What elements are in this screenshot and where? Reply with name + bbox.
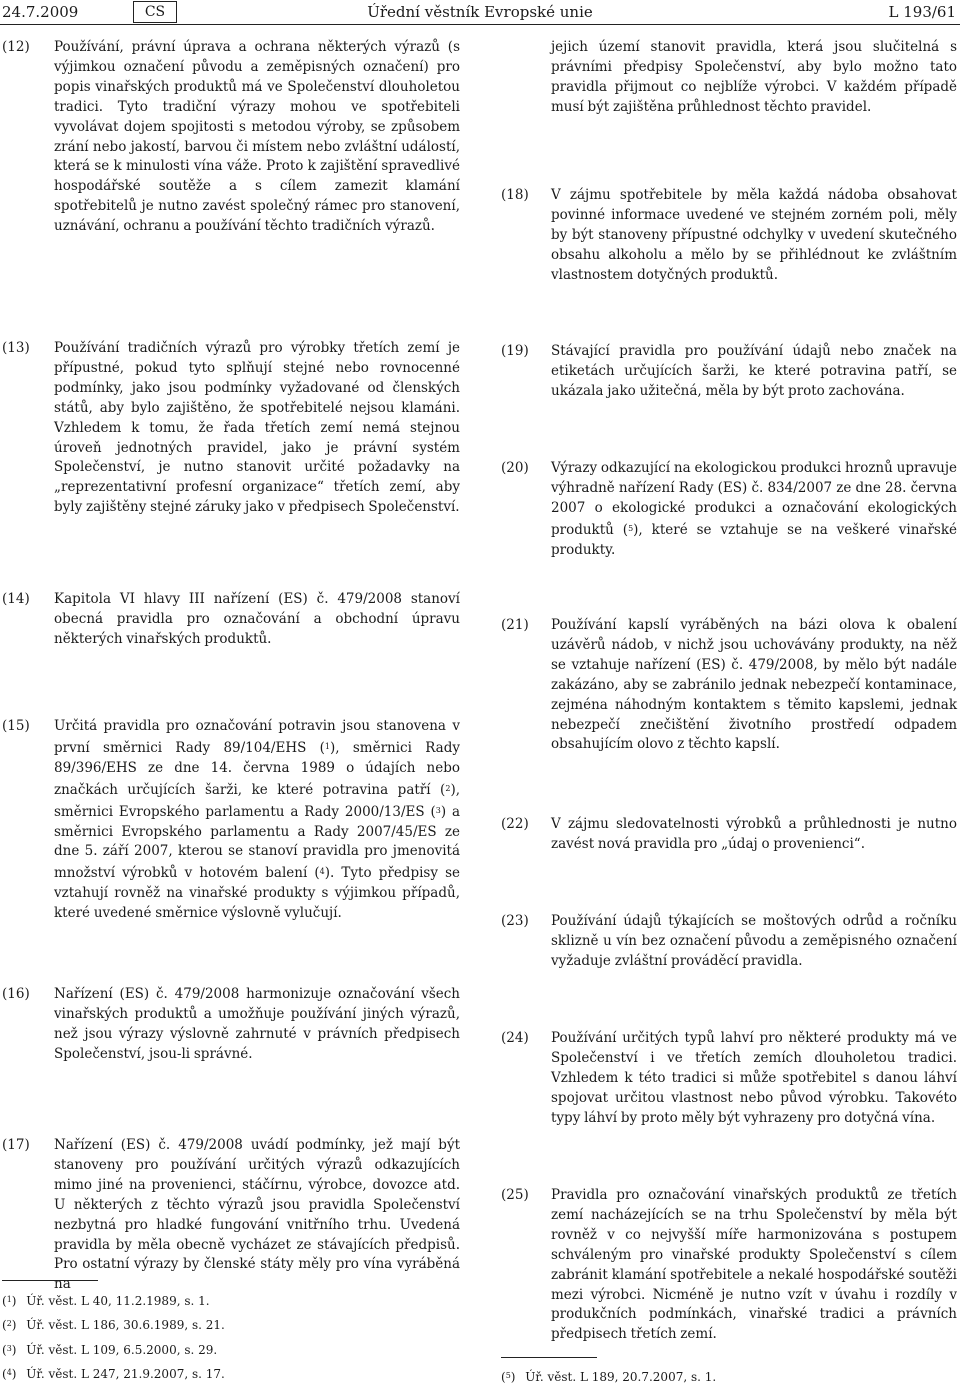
footnote-ref-4[interactable]: 4: [319, 867, 325, 877]
recital-text: V zájmu spotřebitele by měla každá nádoba obsahovat povinné informace uvedené ve stejném zorném poli, měly by být stanoveny přípustné odchylky v uvedení skutečného obsahu alkoholu a mělo by se přihlédnout ke zvláštním vlastnostem dotyčných produktů.: [551, 187, 957, 283]
footnote-mark: 3: [6, 1344, 12, 1353]
footnote-paren: ): [11, 1367, 17, 1381]
recital-number: (19): [501, 343, 529, 359]
recital-number: (16): [2, 986, 30, 1002]
footnote-ref-3[interactable]: 3: [435, 805, 441, 815]
footnote-text: Úř. věst. L 186, 30.6.1989, s. 21.: [26, 1318, 225, 1332]
recital-text: Nařízení (ES) č. 479/2008 uvádí podmínky, jež mají být stanoveny pro používání určitých výrazů odkazujících mimo jiné na provenienci, stáčírnu, výrobce, dovozce atd. U některých z těchto výrazů jsou pravidla Společenství nezbytná pro hladké fungování vnitřního trhu. Uvedená pravidla by měla obecně vycházet ze stávajících předpisů. Pro ostatní výrazy by členské státy měly pro vína vyráběná na: [54, 1137, 460, 1293]
recital-text: Kapitola VI hlavy III nařízení (ES) č. 479/2008 stanoví obecná pravidla pro označování a obchodní úpravu některých vinařských produktů.: [54, 591, 460, 647]
footnote-text: Úř. věst. L 189, 20.7.2007, s. 1.: [525, 1370, 717, 1384]
footnote-paren: ): [510, 1370, 516, 1384]
recital-number: (23): [501, 913, 529, 929]
footnote-mark: 2: [6, 1319, 12, 1328]
recital-text: Stávající pravidla pro používání údajů nebo značek na etiketách určujících šarži, ke které potravina patří, se ukázala jako užitečná, měla by být proto zachována.: [551, 343, 957, 399]
recital-number: (25): [501, 1187, 529, 1203]
footnote-paren: (: [2, 1367, 7, 1381]
recital-text-part: Určitá pravidla pro označování potravin jsou stanovena v první směrnici Rady 89/104/EHS (: [54, 718, 460, 756]
recital-number: (22): [501, 816, 529, 832]
recital-number: (24): [501, 1030, 529, 1046]
footnote-separator: [501, 1357, 597, 1358]
footnote-ref-1[interactable]: 1: [324, 741, 331, 751]
footnote-paren: ): [11, 1294, 17, 1308]
footnote-3: [2, 1340, 217, 1359]
footnote-2: [2, 1315, 225, 1334]
recital-number: (18): [501, 187, 529, 203]
recital-text: Nařízení (ES) č. 479/2008 harmonizuje označování všech vinařských produktů a umožňuje používání jiných výrazů, než jsou výrazy výslovně zahrnuté v právních předpisech Společenství, jsou-li správné.: [54, 986, 460, 1062]
footnote-5: [501, 1367, 716, 1386]
footnote-paren: (: [2, 1318, 7, 1332]
footnote-text: Úř. věst. L 247, 21.9.2007, s. 17.: [26, 1367, 225, 1381]
footnote-mark: 1: [6, 1295, 12, 1304]
recital-text-part: ) a směrnici Evropského parlamentu a Rady 2007/45/ES ze dne 5. září 2007, kterou se stanoví pravidla pro jmenovitá množství výrobků v hotovém balení (: [54, 803, 461, 882]
footnote-paren: ): [11, 1318, 17, 1332]
footnote-1: [2, 1291, 210, 1310]
recital-text-part: ). Tyto předpisy se vztahují rovněž na vinařské produkty s výjimkou případů, které uvedené směrnice výslovně vylučují.: [54, 865, 460, 922]
recital-text-part: Výrazy odkazující na ekologickou produkci hroznů upravuje výhradně nařízení Rady (ES) č. 834/2007 ze dne 28. června 2007 o ekologické produkci a označování ekologických produktů (: [551, 460, 957, 538]
recital-text: Používání údajů týkajících se moštových odrůd a ročníku sklizně u vín bez označení původu a zeměpisného označení vyžaduje zvláštní prováděcí pravidla.: [551, 913, 957, 969]
page-header: [0, 0, 960, 26]
footnote-4: [2, 1364, 225, 1383]
footnote-text: Úř. věst. L 40, 11.2.1989, s. 1.: [26, 1294, 210, 1308]
recital-number: (12): [2, 39, 30, 55]
publication-date: 24.7.2009: [2, 3, 79, 21]
recital-number: (15): [2, 718, 30, 734]
recital-number: (21): [501, 617, 529, 633]
recital-number: (20): [501, 460, 529, 476]
recital-text-part: ), směrnici Evropského parlamentu a Rady 2000/13/ES (: [54, 781, 460, 820]
page-reference: L 193/61: [888, 3, 956, 21]
footnote-ref-5[interactable]: 5: [628, 523, 634, 533]
recital-text: Pravidla pro označování vinařských produktů ze třetích zemí nacházejících se na trhu Společenství by měla být rovněž v co nejvyšší míře harmonizována s postupem schváleným pro vinařské produkty Společenství s cílem zabránit klamání spotřebitele a nekalé hospodářské soutěži mezi výrobci. Nicméně je nutno vzít v úvahu i rozdíly v produkčních podmínkách, vinařské tradici a právních předpisech třetích zemí.: [551, 1187, 957, 1343]
footnote-paren: ): [11, 1343, 17, 1357]
footnote-ref-2[interactable]: 2: [445, 783, 451, 793]
footnote-mark: 4: [6, 1368, 12, 1377]
recital-text: [551, 459, 957, 561]
recital-text: Používání tradičních výrazů pro výrobky třetích zemí je přípustné, pokud tyto splňují stejné nebo rovnocenné podmínky, jako jsou podmínky vyžadované od členských států, aby bylo zajištěno, že spotřebitelé nejsou klamáni. Vzhledem k tomu, že řada třetích zemí nemá stejnou úroveň jednotných pravidel, jako je právní systém Společenství, je nutno stanovit určité požadavky na „reprezentativní profesní organizace“ třetích zemí, aby byly zajištěny stejné záruky jako v předpisech Společenství.: [54, 340, 460, 516]
recital-text-part: ), které se vztahuje se na veškeré vinařské produkty.: [551, 521, 957, 558]
footnote-paren: (: [501, 1370, 506, 1384]
recital-number: (14): [2, 591, 30, 607]
language-code-box: CS: [133, 1, 177, 23]
recital-text-part: ), směrnici Rady 89/396/EHS ze dne 14. června 1989 o údajích nebo značkách určujících šarži, ke které potravina patří (: [54, 739, 460, 798]
footnote-separator: [2, 1280, 98, 1281]
footnote-paren: (: [2, 1343, 7, 1357]
recital-number: (13): [2, 340, 30, 356]
recital-text: [54, 717, 460, 924]
recital-text: Používání určitých typů lahví pro některé produkty má ve Společenství i ve třetích zemích dlouholetou tradici. Vzhledem k této tradici si může spotřebitel s danou láhví spojovat určitou vlastnost nebo původ výrobku. Takovéto typy láhví by proto měly být vyhrazeny pro dotyčná vína.: [551, 1030, 957, 1126]
journal-title: Úřední věstník Evropské unie: [367, 3, 593, 21]
recital-number: (17): [2, 1137, 30, 1153]
footnote-mark: 5: [505, 1371, 511, 1380]
header-rule: [0, 24, 960, 25]
recital-text: Používání, právní úprava a ochrana některých výrazů (s výjimkou označení původu a zeměpisných označení) pro popis vinařských produktů má ve Společenství dlouholetou tradici. Tyto tradiční výrazy mohou ve spotřebiteli vyvolávat dojem spojitosti s metodou výroby, se způsobem zrání nebo jakostí, barvou či místem nebo zvláštní událostí, která se k minulosti vína váže. Proto k zajištění spravedlivé hospodářské soutěže a s cílem zamezit klamání spotřebitelů je nutno zavést společný rámec pro stanovení, uznávání, ochranu a používání těchto tradičních výrazů.: [54, 39, 460, 235]
footnote-text: Úř. věst. L 109, 6.5.2000, s. 29.: [26, 1343, 218, 1357]
recital-text: jejich území stanovit pravidla, která jsou slučitelná s právními předpisy Společenství, aby bylo možno tato pravidla přijmout co nejblíže výrobci. V každém případě musí být zajištěna průhlednost těchto pravidel.: [551, 39, 957, 115]
recital-text: Používání kapslí vyráběných na bázi olova k obalení uzávěrů nádob, v nichž jsou uchovávány produkty, na něž se vztahuje nařízení (ES) č. 479/2008, by mělo být nadále zakázáno, aby se zabránilo jednak nebezpečí kontaminace, zejména náhodným kontaktem s těmito kapslemi, jednak nebezpečí znečištění životního prostředí odpadem obsahujícím olovo z těchto kapslí.: [551, 617, 957, 753]
recital-text: V zájmu sledovatelnosti výrobků a průhlednosti je nutno zavést nová pravidla pro „údaj o provenienci“.: [551, 816, 957, 852]
footnote-paren: (: [2, 1294, 7, 1308]
